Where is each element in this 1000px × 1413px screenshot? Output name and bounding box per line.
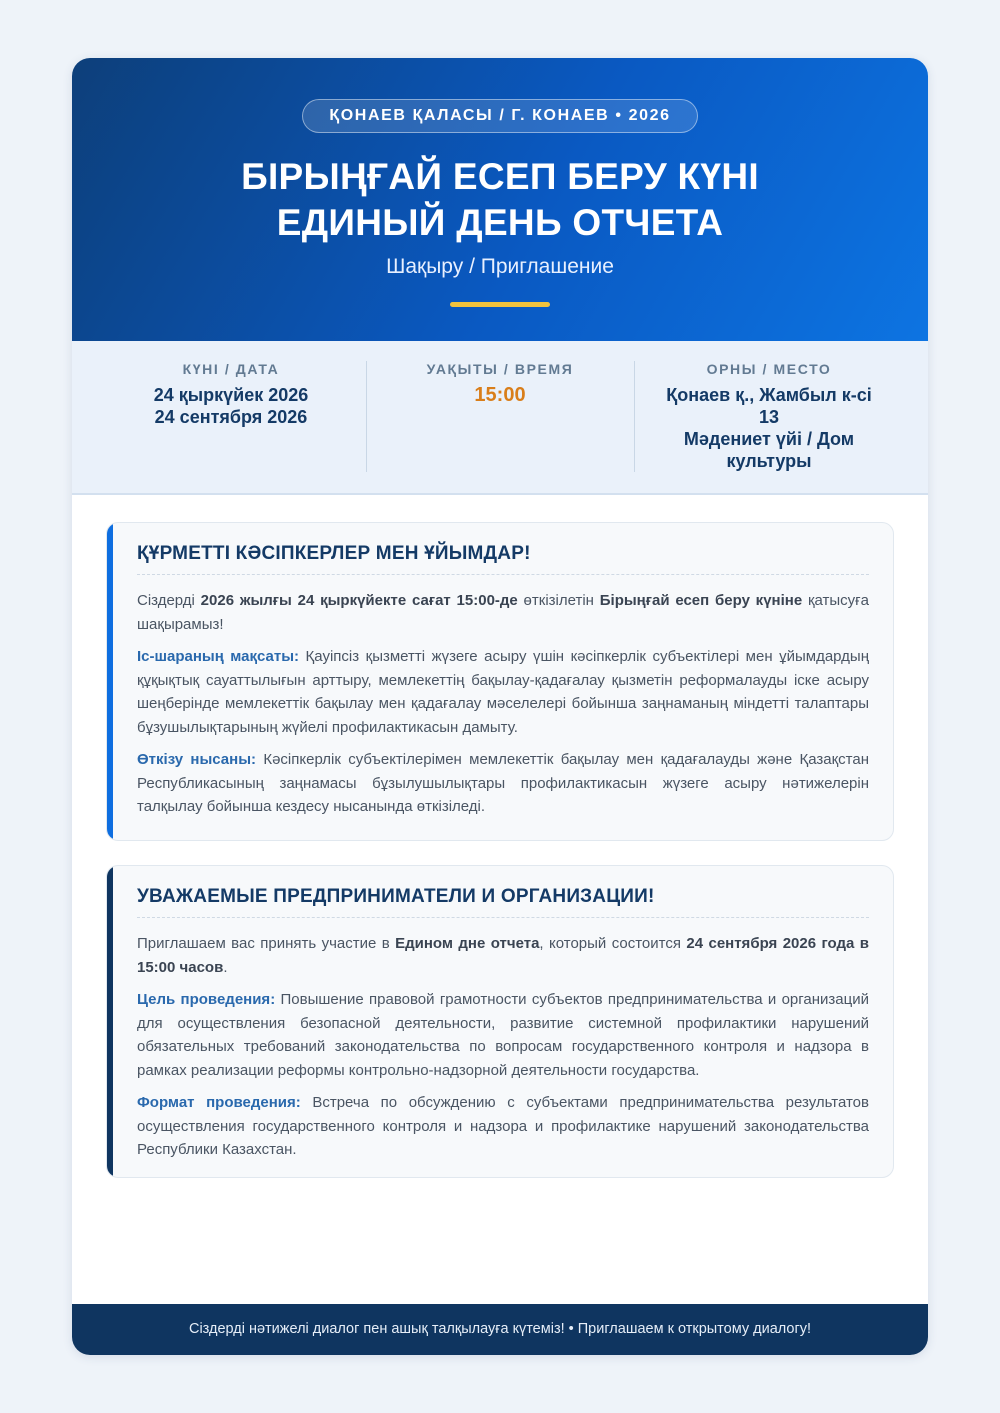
invitation-paragraph: Приглашаем вас принять участие в Едином дне отчета, который состоится 24 сентября 2026 года в 15:00 часов. (137, 935, 869, 976)
format-label: Өткізу нысаны: (137, 751, 257, 768)
accent-divider (450, 302, 550, 307)
invitation-card (72, 58, 928, 1355)
section-title: УВАЖАЕМЫЕ ПРЕДПРИНИМАТЕЛИ И ОРГАНИЗАЦИИ! (137, 886, 869, 918)
place-line: 13 (758, 407, 780, 427)
place-label: ОРНЫ / МЕСТО (706, 361, 832, 377)
invitation-paragraph: Сіздерді 2026 жылғы 24 қыркүйекте сағат 15:00-де өткізілетін Бірыңғай есеп беру күніне қатысуға шақырамыз! (137, 592, 869, 633)
format-label: Формат проведения: (137, 1094, 301, 1111)
goal-paragraph: Іс-шараның мақсаты: Қауіпсіз қызметті жүзеге асыру үшін кәсіпкерлік субъектілері мен ұйымдардың құқықтық сауаттылығын арттыру, мемлекеттің бақылау-қадағалау қызметін реформалауды іске асыру шеңберінде мемлекеттік бақылау мен қадағалау мәселелері бойынша заңнаманың міндетті талаптары бұзушылықтарының жүйелі профилактикасын дамыту. (137, 648, 869, 736)
city-badge: ҚОНАЕВ ҚАЛАСЫ / Г. КОНАЕВ • 2026 (302, 99, 698, 133)
event-info-strip (72, 341, 928, 495)
date-label: КҮНІ / ДАТА (182, 361, 280, 377)
place-block (654, 361, 884, 472)
footer: Сіздерді нәтижелі диалог пен ашық талқылауға күтеміз! • Приглашаем к открытому диалогу! (72, 1304, 928, 1355)
page-subtitle: Шақыру / Приглашение (386, 255, 614, 278)
format-paragraph: Формат проведения: Встреча по обсуждению с субъектами предпринимательства результатов осуществления государственного контроля и надзора и профилактике нарушений законодательства Республики Казахстан. (137, 1094, 869, 1158)
time-block (385, 361, 615, 406)
page-title (72, 154, 928, 246)
goal-label: Іс-шараның мақсаты: (137, 648, 300, 665)
header-banner (72, 58, 928, 341)
section-accent-bar (107, 523, 113, 840)
russian-section (106, 865, 894, 1178)
goal-paragraph: Цель проведения: Повышение правовой грамотности субъектов предпринимательства и организаций для осуществления безопасной деятельности, развитие системной профилактики нарушений обязательных требований законодательства по вопросам государственного контроля и надзора в рамках реализации реформы контрольно-надзорной деятельности государства. (137, 991, 869, 1079)
section-accent-bar (107, 866, 113, 1177)
kazakh-section (106, 522, 894, 841)
info-divider (366, 361, 367, 472)
time-label: УАҚЫТЫ / ВРЕМЯ (426, 361, 574, 377)
place-line: Мәдениет үйі / Дом (683, 429, 855, 449)
place-line: культуры (726, 451, 812, 471)
date-block (116, 361, 346, 428)
date-kz: 24 қыркүйек 2026 (153, 385, 309, 405)
date-ru: 24 сентября 2026 (154, 407, 308, 427)
title-ru: ЕДИНЫЙ ДЕНЬ ОТЧЕТА (276, 202, 724, 243)
section-title: ҚҰРМЕТТІ КӘСІПКЕРЛЕР МЕН ҰЙЫМДАР! (137, 543, 869, 575)
goal-label: Цель проведения: (137, 991, 276, 1008)
format-paragraph: Өткізу нысаны: Кәсіпкерлік субъектілерімен мемлекеттік бақылау мен қадағалауды және Қазақстан Республикасының заңнамасы бұзылушылықтары профилактикасын жүзеге асыру нәтижелерін талқылау бойынша кездесу нысанында өткізіледі. (137, 751, 870, 815)
info-divider (634, 361, 635, 472)
time-value: 15:00 (474, 384, 526, 406)
title-kz: БІРЫҢҒАЙ ЕСЕП БЕРУ КҮНІ (241, 156, 759, 197)
place-line: Қонаев қ., Жамбыл к-сі (666, 385, 872, 405)
